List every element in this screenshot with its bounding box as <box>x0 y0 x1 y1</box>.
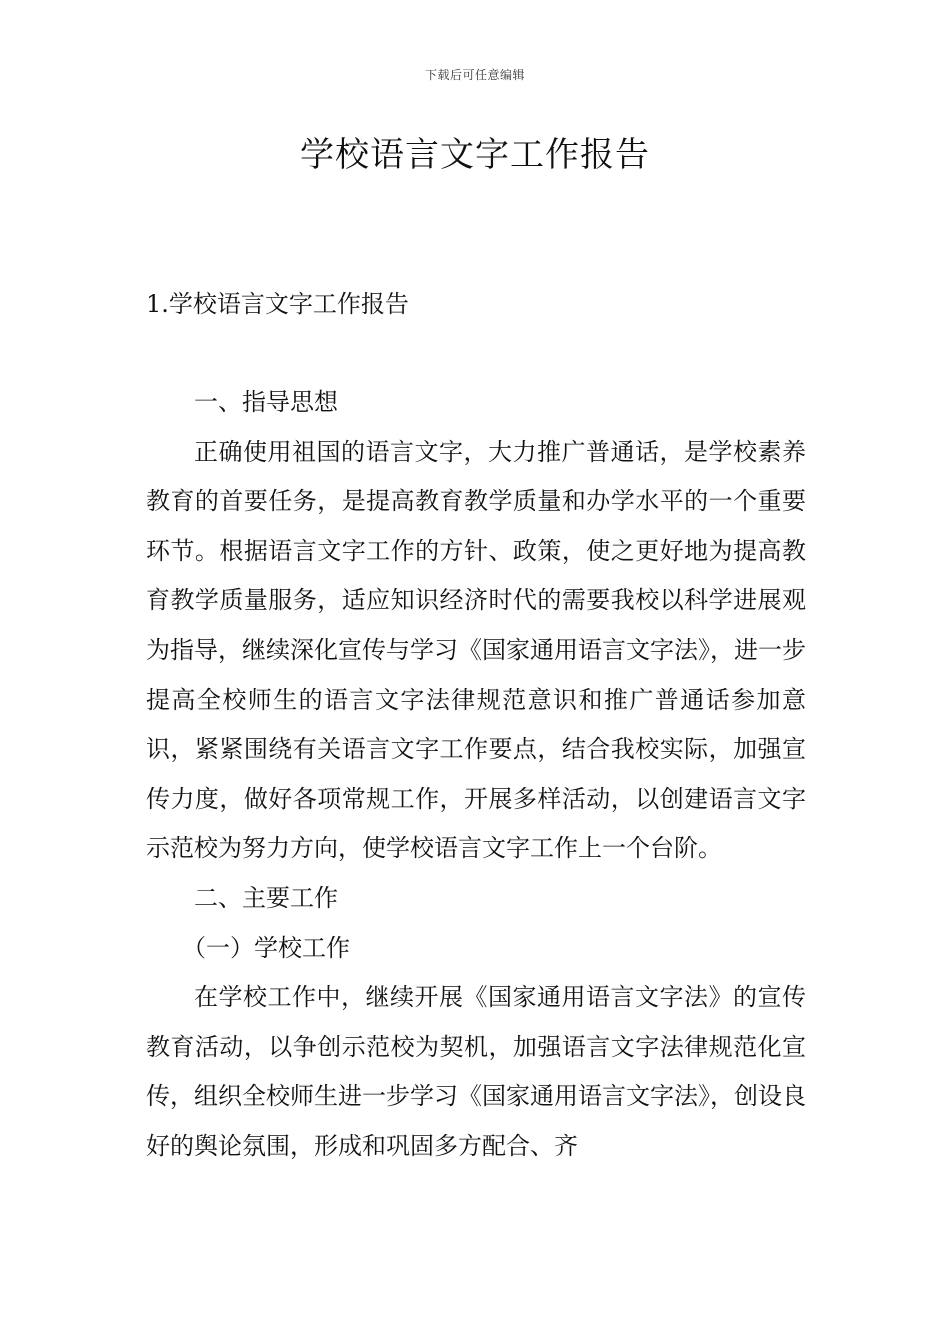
paragraph-school-work: 在学校工作中，继续开展《国家通用语言文字法》的宣传教育活动，以争创示范校为契机，加强语言文字法律规范化宣传，组织全校师生进一步学习《国家通用语言文字法》，创设良好的舆论氛围，形成和巩固多方配合、齐 <box>146 983 806 1160</box>
subheading-school-work: （一）学校工作 <box>182 933 350 962</box>
paragraph-guiding-ideology: 正确使用祖国的语言文字，大力推广普通话，是学校素养教育的首要任务，是提高教育教学质量和办学水平的一个重要环节。根据语言文字工作的方针、政策，使之更好地为提高教育教学质量服务，适应知识经济时代的需要我校以科学进展观为指导，继续深化宣传与学习《国家通用语言文字法》，进一步提高全校师生的语言文字法律规范意识和推广普通话参加意识，紧紧围绕有关语言文字工作要点，结合我校实际，加强宣传力度，做好各项常规工作，开展多样活动，以创建语言文字示范校为努力方向，使学校语言文字工作上一个台阶。 <box>146 437 806 863</box>
heading-guiding-ideology: 一、指导思想 <box>194 388 338 416</box>
heading-main-work: 二、主要工作 <box>194 883 338 912</box>
section-heading: 1.学校语言文字工作报告 <box>146 290 409 318</box>
document-body <box>146 378 806 1172</box>
header-note: 下载后可任意编辑 <box>424 68 525 82</box>
document-title: 学校语言文字工作报告 <box>300 135 650 175</box>
